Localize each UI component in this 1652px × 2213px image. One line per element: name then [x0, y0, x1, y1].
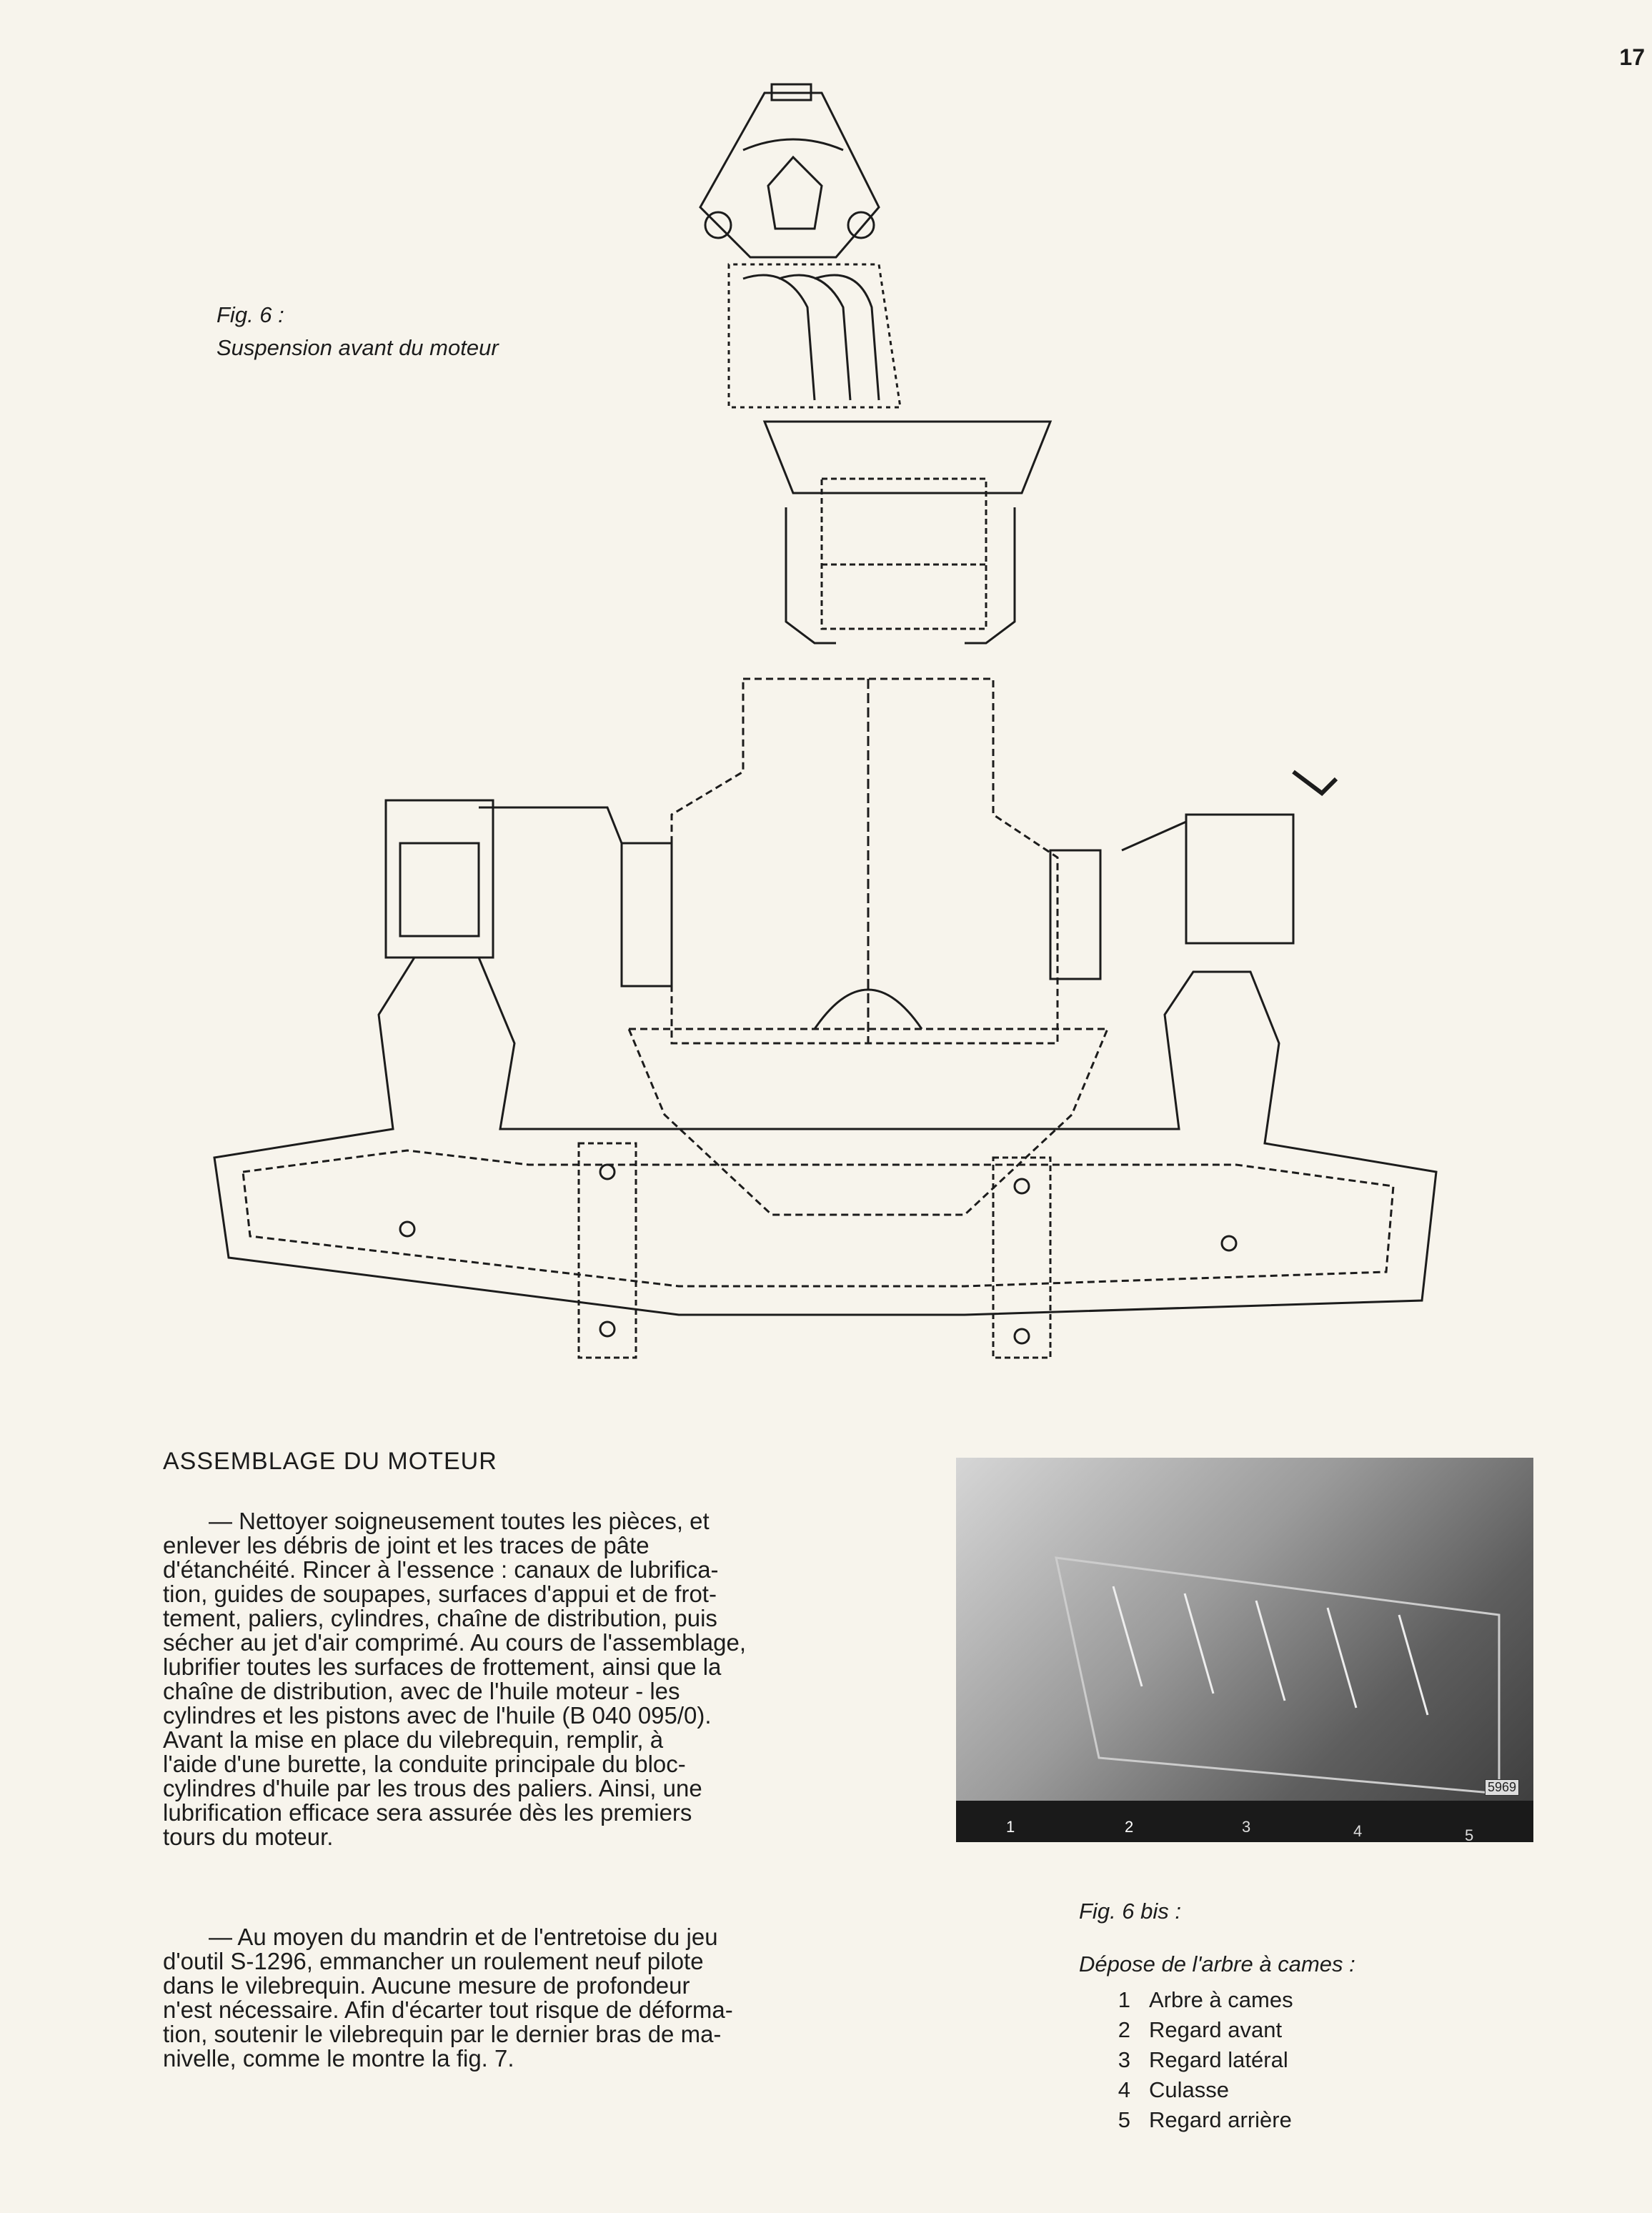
photo-label-2: 2 [1125, 1818, 1134, 1836]
photo-label-3: 3 [1242, 1818, 1251, 1836]
legend-item [1113, 1985, 1293, 2015]
legend-number: 1 [1118, 1987, 1130, 2012]
para1-line: cylindres d'huile par les trous des paliers. Ainsi, une [163, 1775, 702, 1801]
legend-item [1113, 2075, 1293, 2105]
para1-line: sécher au jet d'air comprimé. Au cours de l'assemblage, [163, 1629, 746, 1656]
para1-line: l'aide d'une burette, la conduite principale du bloc- [163, 1751, 686, 1777]
para1-line: — Nettoyer soigneusement toutes les pièces, et [209, 1508, 710, 1534]
para1-line: tement, paliers, cylindres, chaîne de distribution, puis [163, 1605, 717, 1631]
legend-text: Regard latéral [1149, 2047, 1288, 2072]
paragraph-2 [163, 1925, 820, 2071]
photo-reference: 5969 [1485, 1779, 1519, 1796]
para2-line: nivelle, comme le montre la fig. 7. [163, 2045, 514, 2072]
para1-line: cylindres et les pistons avec de l'huile (B 040 095/0). [163, 1702, 712, 1729]
legend-item [1113, 2045, 1293, 2075]
section-title: ASSEMBLAGE DU MOTEUR [163, 1448, 497, 1475]
para2-line: n'est nécessaire. Afin d'écarter tout risque de déforma- [163, 1996, 733, 2023]
legend-item [1113, 2105, 1293, 2135]
para2-line: tion, soutenir le vilebrequin par le dernier bras de ma- [163, 2021, 722, 2047]
legend-number: 3 [1118, 2047, 1130, 2072]
fig6-caption-text: Suspension avant du moteur [217, 335, 499, 360]
para2-line: d'outil S-1296, emmancher un roulement neuf pilote [163, 1948, 704, 1974]
legend-item [1113, 2015, 1293, 2045]
legend-number: 5 [1118, 2107, 1130, 2132]
engine-mount-drawing [643, 79, 1086, 650]
fig6bis-label: Fig. 6 bis : [1079, 1899, 1181, 1924]
para1-line: lubrifier toutes les surfaces de frottement, ainsi que la [163, 1653, 722, 1680]
photo-label-5: 5 [1465, 1826, 1474, 1842]
legend-number: 4 [1118, 2077, 1130, 2102]
para1-line: lubrification efficace sera assurée dès les premiers [163, 1799, 692, 1826]
photo-label-1: 1 [1006, 1818, 1015, 1836]
fig6-label: Fig. 6 : [217, 302, 284, 327]
camshaft-removal-photo [956, 1458, 1533, 1842]
para1-line: Avant la mise en place du vilebrequin, remplir, à [163, 1726, 664, 1753]
legend-text: Regard avant [1149, 2017, 1283, 2042]
para1-line: tion, guides de soupapes, surfaces d'appui et de frot- [163, 1581, 717, 1607]
legend-text: Arbre à cames [1149, 1987, 1293, 2012]
fig6-caption [217, 299, 499, 364]
para1-line: tours du moteur. [163, 1824, 334, 1850]
fig6bis-subtitle: Dépose de l'arbre à cames : [1079, 1951, 1355, 1976]
para1-line: d'étanchéité. Rincer à l'essence : canaux de lubrifica- [163, 1556, 719, 1583]
paragraph-1 [163, 1509, 820, 1849]
engine-crossmember-drawing [179, 672, 1443, 1401]
legend-number: 2 [1118, 2017, 1130, 2042]
fig6bis-legend [1113, 1985, 1293, 2135]
page-number: 17 [1619, 44, 1645, 70]
legend-text: Regard arrière [1149, 2107, 1292, 2132]
para2-line: — Au moyen du mandrin et de l'entretoise du jeu [209, 1924, 718, 1950]
para1-line: enlever les débris de joint et les traces de pâte [163, 1532, 650, 1558]
para2-line: dans le vilebrequin. Aucune mesure de profondeur [163, 1972, 690, 1999]
para1-line: chaîne de distribution, avec de l'huile moteur - les [163, 1678, 680, 1704]
legend-text: Culasse [1149, 2077, 1229, 2102]
photo-label-4: 4 [1353, 1822, 1363, 1840]
